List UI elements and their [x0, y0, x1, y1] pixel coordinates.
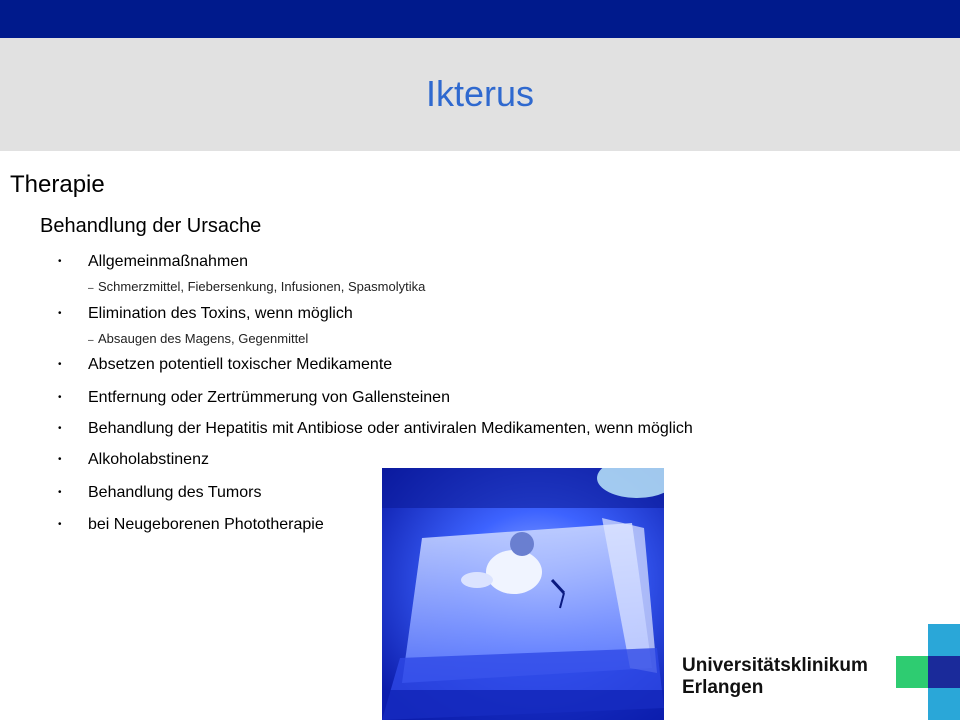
list-item [58, 419, 693, 439]
bullet-icon: • [58, 454, 62, 465]
section-heading: Therapie [10, 171, 105, 198]
list-item [58, 304, 353, 324]
university-logo-text [682, 655, 868, 699]
logo-square [896, 656, 928, 688]
phototherapy-photo [382, 468, 664, 720]
bullet-icon: • [58, 308, 62, 319]
list-item-text: Elimination des Toxins, wenn möglich [88, 305, 353, 323]
list-item [58, 355, 392, 375]
bullet-icon: • [58, 423, 62, 434]
logo-line-1: Universitätsklinikum [682, 655, 868, 676]
list-item [58, 515, 324, 535]
dash-icon: – [88, 335, 94, 346]
list-item [58, 252, 248, 272]
logo-square [928, 656, 960, 688]
bullet-icon: • [58, 519, 62, 530]
bullet-icon: • [58, 487, 62, 498]
list-item-text: Absetzen potentiell toxischer Medikamente [88, 356, 393, 374]
list-subitem [58, 331, 308, 349]
bullet-icon: • [58, 359, 62, 370]
slide-title: Ikterus [425, 73, 535, 114]
list-subitem [58, 279, 425, 297]
list-item [58, 450, 209, 470]
list-item-text: Behandlung der Hepatitis mit Antibiose oder antiviralen Medikamenten, wenn möglich [88, 420, 693, 438]
bullet-icon: • [58, 392, 62, 403]
dash-icon: – [88, 283, 94, 294]
list-item [58, 388, 450, 408]
bullet-icon: • [58, 256, 62, 267]
list-item-text: Behandlung des Tumors [88, 484, 262, 502]
list-item [58, 483, 261, 503]
section-subheading: Behandlung der Ursache [40, 215, 262, 237]
list-item-text: Entfernung oder Zertrümmerung von Gallensteinen [88, 389, 450, 407]
list-item-text: bei Neugeborenen Phototherapie [88, 516, 324, 534]
list-item-text: Alkoholabstinenz [88, 451, 209, 469]
list-subitem-text: Absaugen des Magens, Gegenmittel [98, 331, 309, 346]
top-bar [0, 0, 960, 38]
logo-square [928, 624, 960, 656]
phototherapy-illustration [382, 468, 664, 720]
list-subitem-text: Schmerzmittel, Fiebersenkung, Infusionen, Spasmolytika [98, 279, 426, 294]
logo-line-2: Erlangen [682, 677, 764, 698]
list-item-text: Allgemeinmaßnahmen [88, 253, 249, 271]
logo-square [928, 688, 960, 720]
